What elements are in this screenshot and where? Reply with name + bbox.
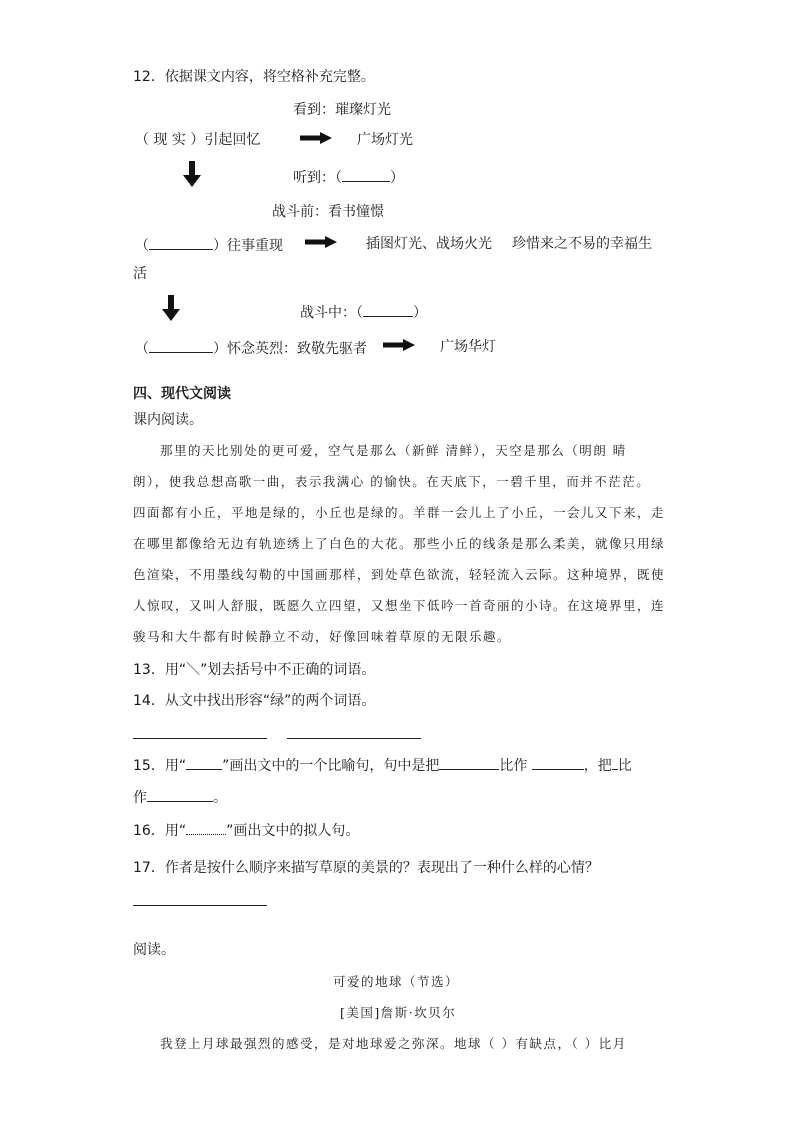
right-arrow-icon [383, 339, 415, 351]
right-arrow-icon [300, 132, 332, 144]
reading-subheading: 阅读。 [133, 942, 175, 958]
q15-blank-4[interactable] [147, 787, 213, 802]
q12-cherish: 珍惜来之不易的幸福生 [512, 236, 652, 252]
q12-during-battle: 战斗中：（ ） [300, 302, 427, 322]
down-arrow-icon [162, 295, 180, 321]
article-line: 我登上月球最强烈的感受，是对地球爱之弥深。地球（ ）有缺点，（ ）比月 [160, 1036, 627, 1051]
passage-line: 人惊叹，又叫人舒服，既愿久立四望，又想坐下低吟一首奇丽的小诗。在这境界里，连 [133, 598, 666, 613]
q12-hear-blank[interactable] [342, 167, 390, 182]
q12-square-light: 广场灯光 [357, 132, 413, 148]
answer-line[interactable] [287, 738, 421, 739]
q12-before-battle: 战斗前：看书憧憬 [272, 204, 384, 220]
right-arrow-icon [305, 236, 337, 248]
q12-illustration-light: 插图灯光、战场火光 [366, 236, 492, 252]
article-author: [美国]詹斯·坎贝尔 [340, 1005, 457, 1020]
underline-sample [186, 755, 222, 770]
q12-hear: 听到：（ ） [293, 167, 404, 187]
q12-square-lanterns: 广场华灯 [440, 339, 496, 355]
q12-memory-blank[interactable] [149, 235, 213, 250]
question-16: 16．用“ ”画出文中的拟人句。 [133, 823, 360, 839]
question-13: 13．用“＼”划去括号中不正确的词语。 [133, 662, 376, 678]
q12-honor-row: （ ）怀念英烈：致敬先驱者 [135, 338, 367, 358]
passage-line: 朗），使我总想高歌一曲，表示我满心 的愉快。在天底下，一碧千里，而并不茫茫。 [133, 474, 651, 489]
passage-line: 骏马和大牛都有时候静立不动，好像回味着草原的无限乐趣。 [133, 629, 512, 644]
q12-memory-row: （ ）往事重现 [135, 235, 283, 255]
wavy-line-sample [186, 824, 226, 835]
q12-title: 12．依据课文内容，将空格补充完整。 [133, 69, 375, 85]
down-arrow-icon [183, 161, 201, 187]
article-title: 可爱的地球（节选） [333, 974, 460, 989]
answer-line[interactable] [133, 738, 267, 739]
passage-line: 色渲染，不用墨线勾勒的中国画那样，到处草色欲流，轻轻流入云际。这种境界，既使 [133, 567, 666, 582]
passage-line: 那里的天比别处的更可爱，空气是那么（新鲜 清鲜），天空是那么（明朗 晴 [160, 443, 627, 458]
question-17: 17．作者是按什么顺序来描写草原的美景的？表现出了一种什么样的心情？ [133, 860, 599, 876]
answer-line[interactable] [133, 905, 267, 906]
q15-blank-2[interactable] [532, 755, 584, 770]
question-15-wrap: 作 。 [133, 787, 227, 807]
passage-line: 四面都有小丘，平地是绿的，小丘也是绿的。羊群一会儿上了小丘，一会儿又下来，走 [133, 505, 666, 520]
passage-line: 在哪里都像给无边有轨迹绣上了白色的大花。那些小丘的线条是那么柔美，就像只用绿 [133, 536, 666, 551]
section-subheading: 课内阅读。 [133, 412, 203, 428]
q12-see: 看到：璀璨灯光 [293, 102, 391, 118]
q12-during-blank[interactable] [363, 302, 413, 317]
q15-blank-1[interactable] [439, 755, 499, 770]
q12-honor-blank[interactable] [149, 338, 213, 353]
section-heading: 四、现代文阅读 [133, 386, 231, 402]
question-15: 15．用“ ”画出文中的一个比喻句，句中是把 比作 ，把 比 [133, 755, 632, 775]
q12-reality: （ 现 实 ）引起回忆 [135, 132, 261, 148]
question-14: 14．从文中找出形容“绿”的两个词语。 [133, 693, 376, 709]
q12-cherish-wrap: 活 [133, 266, 147, 282]
